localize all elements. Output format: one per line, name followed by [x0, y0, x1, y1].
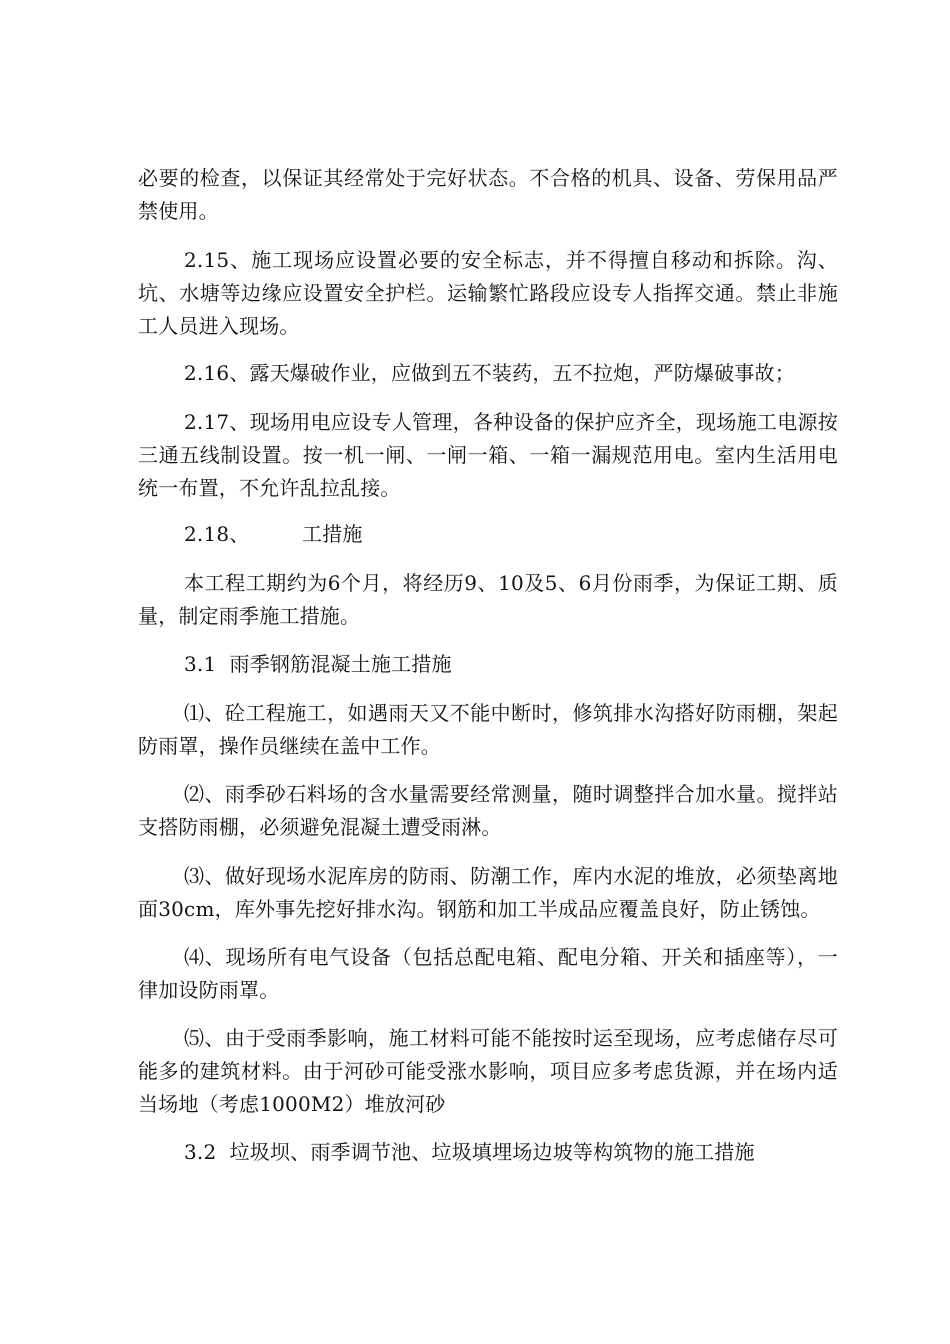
paragraph-2-17-electricity: 2.17、现场用电应设专人管理，各种设备的保护应齐全，现场施工电源按三通五线制设置。按一机一闸、一闸一箱、一箱一漏规范用电。室内生活用电统一布置，不允许乱拉乱接。 [138, 410, 838, 500]
paragraph-2-16-blasting: 2.16、露天爆破作业，应做到五不装药，五不拉炮，严防爆破事故； [184, 361, 795, 385]
paragraph-inspection-continued: 必要的检查，以保证其经常处于完好状态。不合格的机具、设备、劳保用品严禁使用。 [138, 166, 838, 223]
list-item-3-cement-storage: ⑶、做好现场水泥库房的防雨、防潮工作，库内水泥的堆放，必须垫离地面30cm，库外事先挖好排水沟。钢筋和加工半成品应覆盖良好，防止锈蚀。 [138, 864, 838, 921]
paragraph-2-15-safety-signs: 2.15、施工现场应设置必要的安全标志，并不得擅自移动和拆除。沟、坑、水塘等边缘应设置安全护栏。运输繁忙路段应设专人指挥交通。禁止非施工人员进入现场。 [138, 248, 838, 338]
list-item-5-materials: ⑸、由于受雨季影响，施工材料可能不能按时运至现场，应考虑储存尽可能多的建筑材料。由于河砂可能受涨水影响，项目应多考虑货源，并在场内适当场地（考虑1000M2）堆放河砂 [138, 1026, 838, 1116]
list-item-4-electrical: ⑷、现场所有电气设备（包括总配电箱、配电分箱、开关和插座等），一律加设防雨罩。 [138, 945, 838, 1002]
list-item-1-concrete: ⑴、砼工程施工，如遇雨天又不能中断时，修筑排水沟搭好防雨棚，架起防雨罩，操作员继续在盖中工作。 [138, 701, 838, 758]
paragraph-schedule-intro: 本工程工期约为6个月，将经历9、10及5、6月份雨季，为保证工期、质量，制定雨季施工措施。 [138, 571, 838, 628]
paragraph-2-18-heading: 2.18、 工措施 [184, 522, 363, 546]
section-heading-3-1: 3.1 雨季钢筋混凝土施工措施 [184, 652, 452, 676]
section-heading-3-2: 3.2 垃圾坝、雨季调节池、垃圾填埋场边坡等构筑物的施工措施 [184, 1140, 755, 1164]
list-item-2-aggregate: ⑵、雨季砂石料场的含水量需要经常测量，随时调整拌合加水量。搅拌站支搭防雨棚，必须避免混凝土遭受雨淋。 [138, 782, 838, 839]
